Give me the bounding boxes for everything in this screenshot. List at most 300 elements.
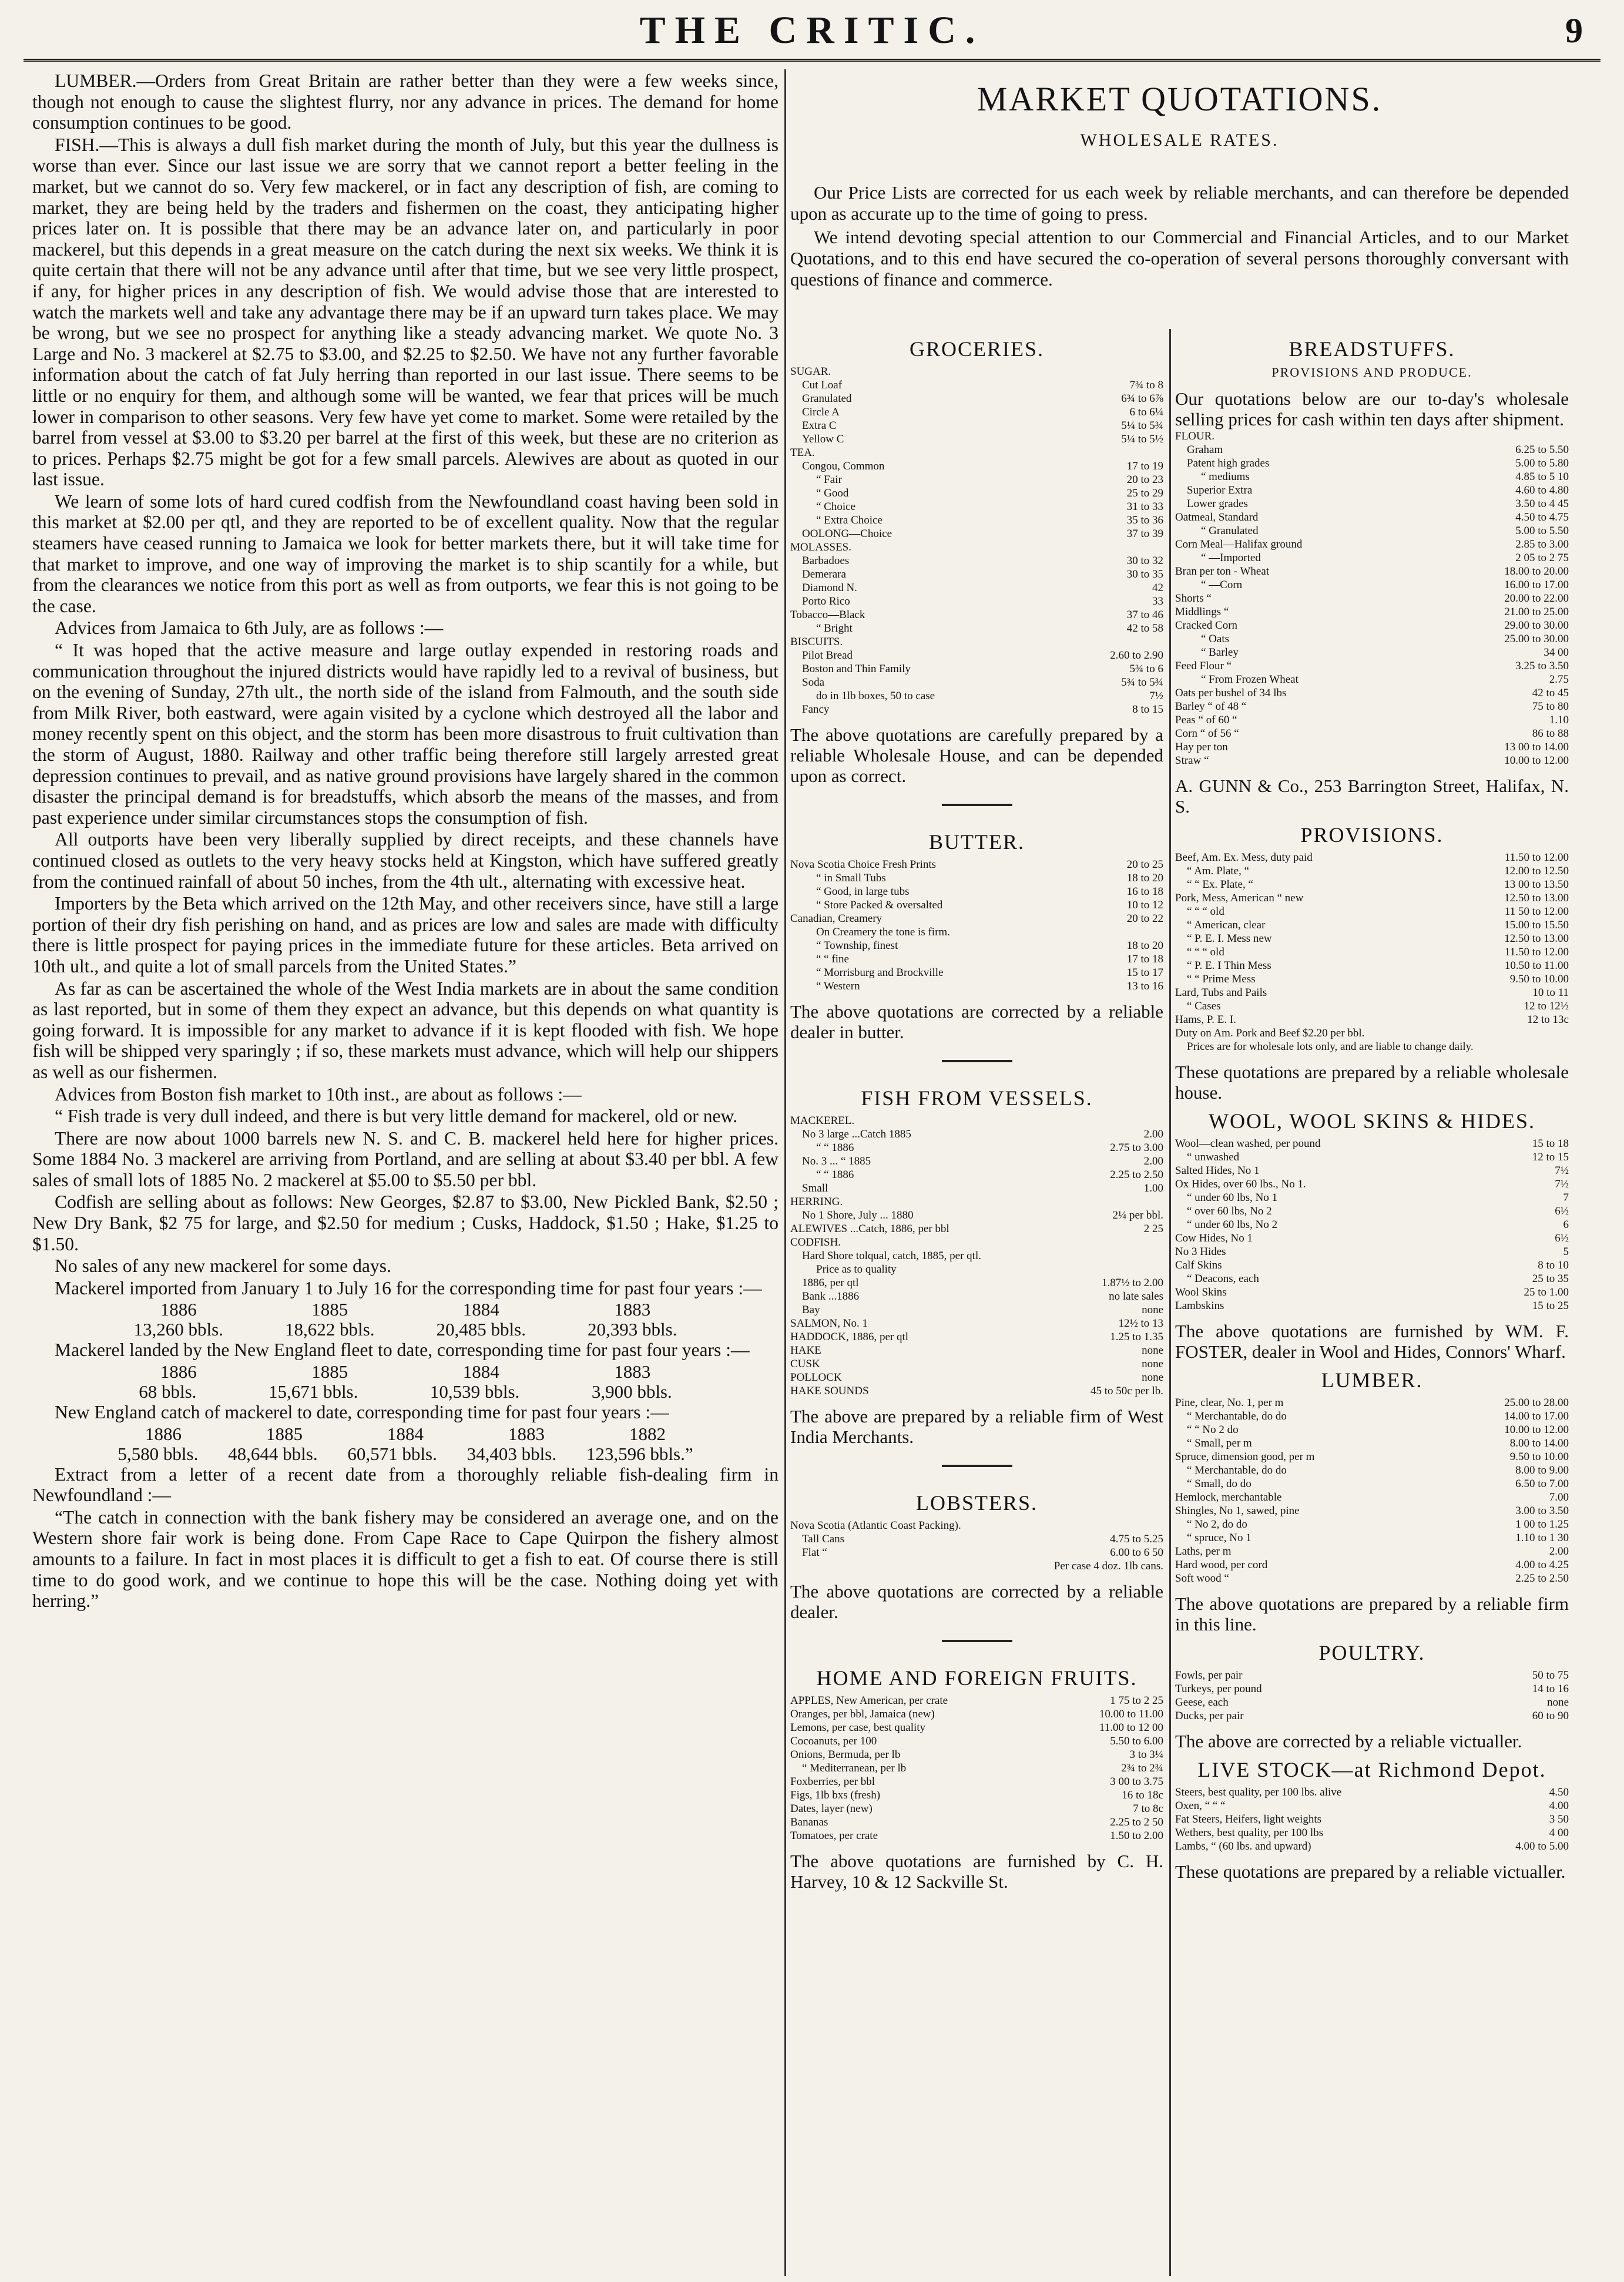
section-breadstuffs — [1175, 337, 1569, 817]
table-value: 34,403 bbls. — [467, 1443, 557, 1464]
price-row — [790, 432, 1163, 446]
section-heading: POULTRY. — [1318, 1641, 1425, 1664]
price-row — [790, 473, 1163, 486]
item-name: Demerara — [802, 568, 846, 580]
item-price: 86 to 88 — [1532, 727, 1569, 740]
item-name: Price as to quality — [816, 1263, 897, 1276]
item-price: 10.50 to 11.00 — [1504, 959, 1569, 972]
price-row — [1175, 619, 1569, 632]
table-value: 60,571 bbls. — [347, 1443, 437, 1464]
price-row — [1175, 1518, 1569, 1531]
price-row — [1175, 999, 1569, 1013]
item-price: 6 — [1563, 1219, 1569, 1231]
category-label: SUGAR. — [790, 365, 831, 378]
item-name: “ —Imported — [1201, 552, 1261, 564]
price-row — [790, 925, 1163, 939]
item-name: Bay — [802, 1304, 820, 1316]
item-name: “ spruce, No 1 — [1187, 1532, 1251, 1544]
price-row — [790, 1559, 1163, 1573]
price-row — [790, 1303, 1163, 1317]
article-paragraph: No sales of any new mackerel for some days. — [55, 1256, 391, 1277]
item-price: 2¾ to 2¾ — [1121, 1762, 1163, 1774]
item-price: 12 to 15 — [1532, 1151, 1569, 1163]
item-name: Geese, each — [1175, 1696, 1229, 1709]
item-name: Fowls, per pair — [1175, 1669, 1243, 1682]
table-value: 3,900 bbls. — [591, 1381, 672, 1402]
item-name: “ “ 1886 — [816, 1142, 854, 1154]
price-row — [1175, 1477, 1569, 1491]
item-price: 17 to 19 — [1126, 460, 1163, 472]
item-price: 2.60 to 2.90 — [1110, 649, 1163, 662]
price-row — [1175, 551, 1569, 565]
item-name: Hams, P. E. I. — [1175, 1014, 1236, 1026]
item-name: “ Choice — [816, 501, 856, 513]
item-price: 1.00 — [1143, 1182, 1163, 1194]
item-price: 20.00 to 22.00 — [1504, 592, 1569, 605]
price-row — [1175, 1218, 1569, 1231]
year-label: 1885 — [266, 1423, 303, 1444]
intro-text — [790, 182, 1569, 293]
item-name: Barbadoes — [802, 555, 850, 567]
price-row — [790, 662, 1163, 676]
item-name: Tall Cans — [802, 1533, 845, 1545]
item-name — [790, 1559, 1051, 1573]
article-paragraph: “ It was hoped that the active measure and large outlay expended in restoring roads and communication throughout the injured districts would have rapidly led to a revival of business, but on the evening of Sunday, 27th ult., the north side of the island from Falmouth, and the south side from Milk River, both eastward, were again visited by a cyclone which destroyed all the labor and money recently spent on this object, and the storm has been more disastrous to fruit cultivation than the storm of August, 1880. Railway and other traffic being therefore still largely arrested great depression continues to prevail, and as native ground provisions have largely shared in the common disaster the principal demand is for breadstuffs, which absorb the means of the masses, and from past experience under similar circumstances stops the consumption of fish. — [32, 640, 779, 828]
item-name: “ Good, in large tubs — [816, 885, 910, 898]
item-name: Superior Extra — [1187, 484, 1253, 496]
item-name: “ P. E. I. Mess new — [1187, 932, 1272, 945]
section-livestock — [1175, 1757, 1569, 1882]
source-note: The above are corrected by a reliable victualler. — [1175, 1731, 1522, 1751]
section-fruits — [790, 1666, 1163, 1892]
item-price: 4.50 — [1549, 1786, 1569, 1798]
price-row — [1175, 1696, 1569, 1709]
item-name: Fat Steers, Heifers, light weights — [1175, 1813, 1322, 1825]
item-name: “ Extra Choice — [816, 514, 883, 526]
item-name: Yellow C — [802, 433, 844, 445]
item-name: Circle A — [802, 406, 840, 418]
item-price: 7½ — [1555, 1165, 1569, 1177]
item-price: 2.25 to 2.50 — [1110, 1169, 1163, 1181]
item-name: Lard, Tubs and Pails — [1175, 986, 1267, 999]
item-price: 37 to 39 — [1126, 528, 1163, 540]
item-name: Barley “ of 48 “ — [1175, 700, 1247, 713]
item-name: “ Barley — [1201, 646, 1239, 659]
item-price — [1160, 1249, 1163, 1263]
section-heading: FISH FROM VESSELS. — [861, 1086, 1093, 1110]
table-value: 10,539 bbls. — [430, 1381, 520, 1402]
price-row — [790, 885, 1163, 898]
item-name: “ Small, per m — [1187, 1437, 1252, 1449]
quotes-column-right — [1175, 332, 1569, 2264]
item-name: Duty on Am. Pork and Beef $2.20 per bbl. — [1175, 1027, 1365, 1039]
item-name: Straw “ — [1175, 754, 1209, 767]
section-divider — [942, 1640, 1012, 1642]
header-rule — [24, 59, 1600, 62]
item-name: “ in Small Tubs — [816, 872, 886, 884]
item-name: HAKE SOUNDS — [790, 1385, 869, 1397]
item-price: 5.00 to 5.50 — [1515, 525, 1569, 537]
page-number: 9 — [1565, 11, 1583, 50]
year-label: 1884 — [387, 1423, 424, 1444]
section-divider — [942, 1465, 1012, 1467]
price-row — [1175, 1491, 1569, 1504]
item-price: none — [1142, 1358, 1163, 1370]
section-heading: LUMBER. — [1321, 1368, 1423, 1392]
item-price: 18.00 to 20.00 — [1504, 565, 1569, 578]
price-row — [1175, 686, 1569, 700]
item-name: CUSK — [790, 1358, 820, 1370]
section-lumber — [1175, 1368, 1569, 1635]
price-row — [790, 1734, 1163, 1748]
item-price: 10 to 11 — [1532, 986, 1569, 999]
table-value: 20,393 bbls. — [588, 1319, 677, 1340]
market-quotations-banner — [790, 79, 1569, 150]
item-price: 4.00 — [1549, 1800, 1569, 1812]
section-heading: HOME AND FOREIGN FRUITS. — [816, 1666, 1138, 1690]
item-price: 37 to 46 — [1126, 609, 1163, 621]
item-name: HAKE — [790, 1344, 821, 1357]
price-row — [1175, 1813, 1569, 1826]
item-name: “ Deacons, each — [1187, 1273, 1259, 1285]
item-price: no late sales — [1109, 1290, 1163, 1303]
item-name: Pine, clear, No. 1, per m — [1175, 1397, 1284, 1409]
item-name: “ No 2, do do — [1187, 1518, 1247, 1531]
section-subtitle: WHOLESALE RATES. — [1080, 130, 1279, 150]
item-name: “ over 60 lbs, No 2 — [1187, 1205, 1272, 1217]
item-price: 8 to 10 — [1538, 1259, 1569, 1271]
item-name: Cocoanuts, per 100 — [790, 1735, 877, 1747]
price-row — [790, 1694, 1163, 1707]
item-name: Wool—clean washed, per pound — [1175, 1137, 1321, 1150]
item-price: 15 to 17 — [1126, 967, 1163, 979]
price-row — [790, 554, 1163, 568]
price-row — [1175, 905, 1569, 918]
price-row — [1175, 1191, 1569, 1204]
item-name: “ “ No 2 do — [1187, 1424, 1239, 1436]
item-price — [1565, 1040, 1569, 1053]
category-label: FLOUR. — [1175, 430, 1215, 442]
item-name: Nova Scotia (Atlantic Coast Packing). — [790, 1519, 961, 1532]
item-name: “ Merchantable, do do — [1187, 1464, 1287, 1476]
intro-paragraph: Our Price Lists are corrected for us each week by reliable merchants, and can therefore be depended upon as accurate up to the time of going to press. — [790, 182, 1569, 224]
item-price: 16.00 to 17.00 — [1504, 579, 1569, 591]
item-price: 5.50 to 6.00 — [1110, 1735, 1163, 1747]
item-name: Onions, Bermuda, per lb — [790, 1749, 901, 1761]
section-subheading: PROVISIONS AND PRODUCE. — [1271, 365, 1472, 380]
item-price: 7½ — [1149, 690, 1163, 702]
item-price: 6.25 to 5.50 — [1515, 444, 1569, 456]
price-row — [1175, 457, 1569, 470]
item-name: “ —Corn — [1201, 579, 1243, 591]
column-rule — [1169, 329, 1171, 2276]
item-price: 12.00 to 12.50 — [1504, 865, 1569, 877]
item-name: Canadian, Creamery — [790, 912, 883, 925]
item-price: 25 to 35 — [1532, 1273, 1569, 1285]
item-price: 20 to 25 — [1126, 858, 1163, 871]
item-name: No 3 Hides — [1175, 1246, 1226, 1258]
item-price: 2.25 to 2.50 — [1515, 1572, 1569, 1585]
table-value: 15,671 bbls. — [268, 1381, 358, 1402]
price-row — [790, 871, 1163, 885]
item-price: 5 — [1563, 1246, 1569, 1258]
price-row — [1175, 1150, 1569, 1164]
item-price: 7 — [1563, 1192, 1569, 1204]
price-row — [790, 1519, 1163, 1532]
item-name: ALEWIVES ...Catch, 1886, per bbl — [790, 1223, 949, 1235]
item-price: 2 25 — [1143, 1223, 1163, 1235]
price-row — [1175, 1840, 1569, 1853]
article-paragraph: New England catch of mackerel to date, corresponding time for past four years :— — [55, 1402, 669, 1423]
item-name: Soda — [802, 676, 824, 689]
price-row — [1175, 754, 1569, 767]
item-name: OOLONG—Choice — [802, 528, 892, 540]
price-row — [790, 419, 1163, 432]
table-years — [32, 1424, 779, 1444]
price-row — [790, 966, 1163, 979]
item-price: 5¼ to 5½ — [1121, 433, 1163, 445]
price-row — [1175, 1164, 1569, 1177]
item-price: 3.50 to 4 45 — [1515, 498, 1569, 510]
article-paragraph: There are now about 1000 barrels new N. S. and C. B. mackerel held here for higher prices. Some 1884 No. 3 mackerel are arriving from Portland, and are selling at about $3.40 per bbl. A few sales of small lots of 1885 No. 2 mackerel at $5.00 to $5.50 per bbl. — [32, 1127, 779, 1190]
price-row — [790, 912, 1163, 925]
item-name: “ “ “ old — [1187, 905, 1224, 918]
item-name: “ Oats — [1201, 633, 1230, 645]
item-name: Lower grades — [1187, 498, 1248, 510]
item-price: 16 to 18c — [1122, 1789, 1163, 1801]
item-name: Pilot Bread — [802, 649, 853, 662]
item-name: Foxberries, per bbl — [790, 1776, 875, 1788]
item-name: Corn Meal—Halifax ground — [1175, 538, 1303, 551]
item-price: 1 75 to 2 25 — [1110, 1694, 1163, 1707]
item-price: 12.50 to 13.00 — [1504, 932, 1569, 945]
item-name: Ox Hides, over 60 lbs., No 1. — [1175, 1178, 1306, 1190]
item-price: 30 to 35 — [1126, 568, 1163, 580]
table-value: 18,622 bbls. — [285, 1319, 375, 1340]
item-price: 2.00 — [1143, 1155, 1163, 1167]
price-row — [1175, 1786, 1569, 1799]
item-price: 13 00 to 13.50 — [1504, 878, 1569, 891]
item-price: 2.75 to 3.00 — [1110, 1142, 1163, 1154]
price-row — [790, 514, 1163, 527]
item-price: 2.25 to 2 50 — [1110, 1816, 1163, 1828]
price-row — [1175, 972, 1569, 986]
price-row — [790, 1330, 1163, 1344]
section-heading: BREADSTUFFS. — [1289, 337, 1455, 361]
price-row — [790, 703, 1163, 716]
section-lead: Our quotations below are our to-day's wholesale selling prices for cash within ten days after shipment. — [1175, 388, 1569, 429]
item-name: Figs, 1lb bxs (fresh) — [790, 1789, 881, 1801]
price-row — [790, 595, 1163, 608]
item-price: 15 to 25 — [1532, 1300, 1569, 1312]
year-label: 1885 — [311, 1299, 348, 1320]
item-name: “ Merchantable, do do — [1187, 1410, 1287, 1422]
price-row — [790, 392, 1163, 405]
item-price: 15 to 18 — [1532, 1137, 1569, 1150]
item-price: 6¾ to 6⅞ — [1121, 392, 1163, 405]
item-name: “ Store Packed & oversalted — [816, 899, 943, 911]
item-price: 25 to 29 — [1126, 487, 1163, 499]
year-label: 1882 — [629, 1423, 666, 1444]
price-row — [790, 649, 1163, 662]
price-row — [1175, 524, 1569, 538]
article-paragraph: We learn of some lots of hard cured codfish from the Newfoundland coast having been sold in this market at $2.00 per qtl, and they are reported to be of excellent quality. Now that the regular steamers have ceased running to Jamaica we look for better markets there, but it will take time for that market to improve, and one way of improving the market is to ship scantily for a while, but from the clearances we notice from this port as well as from outports, we fear this is not going to be the case. — [32, 491, 779, 616]
price-row — [1175, 1682, 1569, 1696]
price-row — [1175, 1040, 1569, 1053]
item-name: Dates, layer (new) — [790, 1803, 873, 1815]
item-price: 60 to 90 — [1532, 1710, 1569, 1722]
price-row — [1175, 1299, 1569, 1313]
price-row — [790, 1155, 1163, 1168]
price-row — [790, 1168, 1163, 1182]
item-price: 1.87½ to 2.00 — [1101, 1277, 1163, 1289]
price-row — [790, 858, 1163, 871]
item-price: 31 to 33 — [1126, 501, 1163, 513]
year-label: 1884 — [462, 1361, 499, 1382]
section-heading: PROVISIONS. — [1300, 823, 1444, 847]
item-price: none — [1142, 1371, 1163, 1384]
item-price: 15.00 to 15.50 — [1504, 919, 1569, 931]
item-price: 12 to 12½ — [1524, 1000, 1569, 1012]
item-name: APPLES, New American, per crate — [790, 1694, 948, 1707]
section-heading: LIVE STOCK—at Richmond Depot. — [1197, 1758, 1546, 1781]
price-row — [1175, 592, 1569, 605]
item-name: Steers, best quality, per 100 lbs. alive — [1175, 1786, 1342, 1798]
price-row — [1175, 918, 1569, 932]
table-years — [32, 1300, 779, 1320]
item-price: 13 00 to 14.00 — [1504, 741, 1569, 753]
section-divider — [942, 1060, 1012, 1062]
price-row — [790, 1127, 1163, 1141]
item-price: 42 to 58 — [1126, 622, 1163, 635]
item-price: 3 00 to 3.75 — [1110, 1776, 1163, 1788]
price-row — [1175, 932, 1569, 945]
item-name: Patent high grades — [1187, 457, 1270, 469]
section-divider — [942, 804, 1012, 806]
item-price: 20 to 23 — [1126, 474, 1163, 486]
price-row — [790, 1761, 1163, 1775]
section-lobsters — [790, 1491, 1163, 1622]
article-paragraph: Extract from a letter of a recent date from a thoroughly reliable fish-dealing firm in Newfoundland :— — [32, 1464, 779, 1506]
item-price: 6 to 6¼ — [1129, 406, 1163, 418]
item-name: Fancy — [802, 703, 830, 716]
item-price: 10.00 to 11.00 — [1099, 1708, 1163, 1720]
item-price: 25.00 to 30.00 — [1504, 633, 1569, 645]
item-name: Diamond N. — [802, 582, 857, 594]
section-wool — [1175, 1109, 1569, 1362]
item-price: Per case 4 doz. 1lb cans. — [1053, 1560, 1163, 1572]
article-paragraph: “The catch in connection with the bank fishery may be considered an average one, and on the Western shore fair work is being done. From Cape Race to Cape Quirpon the fishery almost amounts to a failure. In fact in most places it is difficult to get a fish to eat. Of course there is still time to do good work, and we continue to hope this will be the case. Nothing doing yet with herring.” — [32, 1506, 779, 1612]
source-note: A. GUNN & Co., 253 Barrington Street, Halifax, N. S. — [1175, 776, 1569, 817]
year-label: 1885 — [311, 1361, 348, 1382]
item-price — [1160, 1263, 1163, 1276]
table-value: 123,596 bbls.” — [586, 1443, 693, 1464]
item-name: Spruce, dimension good, per m — [1175, 1451, 1315, 1463]
article-paragraph: Mackerel landed by the New England fleet to date, corresponding time for past four years :— — [55, 1340, 750, 1361]
item-price: 16 to 18 — [1126, 885, 1163, 898]
price-row — [790, 1276, 1163, 1290]
item-name: “ Western — [816, 980, 860, 992]
item-name: Calf Skins — [1175, 1259, 1222, 1271]
item-price: 13 to 16 — [1126, 980, 1163, 992]
item-name: Prices are for wholesale lots only, and are liable to change daily. — [1187, 1041, 1474, 1053]
price-row — [1175, 945, 1569, 959]
article-paragraph: “ Fish trade is very dull indeed, and there is but very little demand for mackerel, old or new. — [55, 1106, 738, 1127]
item-name: Porto Rico — [802, 595, 850, 608]
item-price: 6½ — [1555, 1205, 1569, 1217]
article-paragraph: All outports have been very liberally supplied by direct receipts, and these channels have continued closed as outlets to the very heavy stocks held at Kingston, which have suffered greatly from the continued rainfall of about 50 inches, from the 4th ult., alternating with excessive heat. — [32, 829, 779, 892]
item-name: “ “ Ex. Plate, “ — [1187, 878, 1253, 891]
item-price — [1565, 1026, 1569, 1040]
item-name: “ Fair — [816, 474, 842, 486]
price-row — [1175, 1231, 1569, 1245]
item-price: 42 — [1152, 582, 1163, 594]
item-name: Oatmeal, Standard — [1175, 511, 1259, 523]
section-butter — [790, 830, 1163, 1042]
section-heading: LOBSTERS. — [915, 1491, 1038, 1515]
price-row — [1175, 497, 1569, 511]
item-name: Ducks, per pair — [1175, 1710, 1244, 1722]
price-row — [1175, 1709, 1569, 1723]
item-price: 11.50 to 12.00 — [1504, 946, 1569, 958]
table-value: 13,260 bbls. — [133, 1319, 223, 1340]
item-name: Oranges, per bbl, Jamaica (new) — [790, 1708, 935, 1720]
price-row — [1175, 484, 1569, 497]
item-name: No 1 Shore, July ... 1880 — [802, 1209, 914, 1221]
item-name: Lemons, per case, best quality — [790, 1721, 926, 1734]
price-row — [1175, 851, 1569, 864]
item-name: Wool Skins — [1175, 1286, 1227, 1298]
category-label: HERRING. — [790, 1196, 843, 1208]
year-label: 1883 — [614, 1361, 651, 1382]
price-row — [790, 1290, 1163, 1303]
price-row — [1175, 1504, 1569, 1518]
year-label: 1886 — [145, 1423, 182, 1444]
item-name: “ Good — [816, 487, 849, 499]
section-groceries — [790, 337, 1163, 786]
price-row — [1175, 1245, 1569, 1259]
item-price: 11.00 to 12 00 — [1099, 1721, 1163, 1734]
price-row — [1175, 1259, 1569, 1272]
section-heading: BUTTER. — [929, 830, 1025, 854]
price-row — [790, 486, 1163, 500]
item-name: Bananas — [790, 1816, 828, 1828]
price-row — [790, 1815, 1163, 1829]
section-heading: GROCERIES. — [909, 337, 1045, 361]
item-price: 7 to 8c — [1133, 1803, 1163, 1815]
item-name: Shorts “ — [1175, 592, 1212, 605]
item-price: 75 to 80 — [1532, 700, 1569, 713]
price-row — [790, 622, 1163, 635]
item-price: 1.25 to 1.35 — [1110, 1331, 1163, 1343]
table-values — [32, 1444, 779, 1464]
price-row — [1175, 1410, 1569, 1423]
item-name: “ Granulated — [1201, 525, 1259, 537]
table-value: 20,485 bbls. — [436, 1319, 526, 1340]
price-row — [1175, 1437, 1569, 1450]
year-label: 1883 — [508, 1423, 545, 1444]
item-price: 5¾ to 5¾ — [1121, 676, 1163, 689]
item-name: “ P. E. I Thin Mess — [1187, 959, 1271, 972]
item-price: 6½ — [1555, 1232, 1569, 1244]
item-name: “ under 60 lbs, No 2 — [1187, 1219, 1278, 1231]
item-name: Hard Shore tolqual, catch, 1885, per qtl. — [802, 1250, 981, 1262]
price-row — [1175, 1013, 1569, 1026]
item-name: Graham — [1187, 444, 1223, 456]
item-price: 9.50 to 10.00 — [1509, 1451, 1569, 1463]
item-name: “ American, clear — [1187, 919, 1266, 931]
item-price: 14 to 16 — [1532, 1683, 1569, 1695]
